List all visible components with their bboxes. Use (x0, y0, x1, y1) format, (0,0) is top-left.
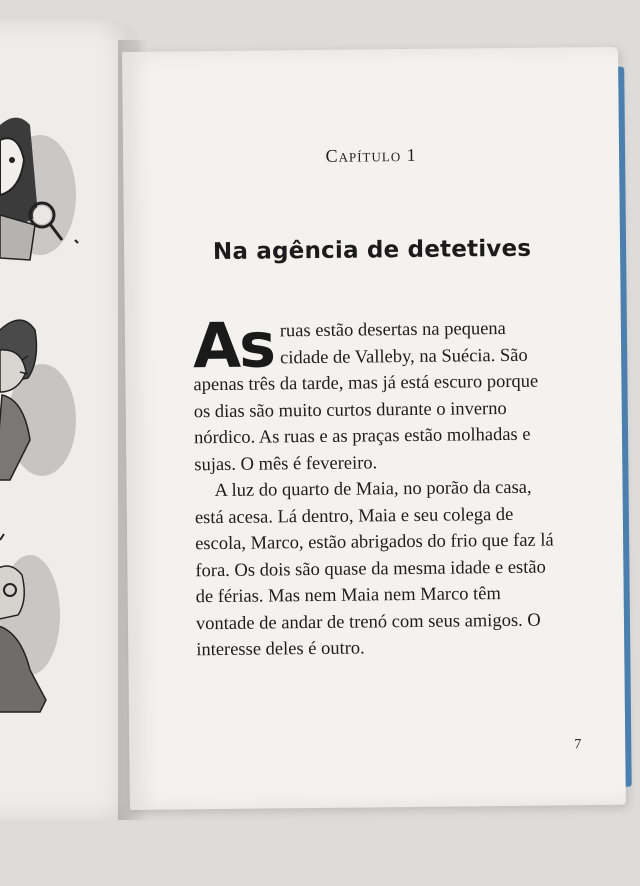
chapter-label: Capítulo 1 (325, 144, 417, 166)
paragraph-2: A luz do quarto de Maia, no porão da casa, está acesa. Lá dentro, Maia e seu colega de escola, Marco, estão abrigados do frio que faz lá fora. Os dois são quase da mesma idade e estão de férias. Mas nem Maia nem Marco têm vontade de andar de trenó com seus amigos. O interesse deles é outro. (194, 477, 554, 661)
page-number: 7 (574, 737, 582, 753)
drop-cap: As (192, 308, 275, 383)
left-page (0, 20, 140, 820)
cover-edge (618, 67, 632, 787)
right-page (122, 47, 626, 810)
paragraph-1 (192, 308, 555, 479)
paragraph-1-text: ruas estão desertas na pequena cidade de Valleby, na Suécia. São apenas três da tarde, mas já está escuro porque os dias são muito curtos durante o inverno nórdico. As ruas e as praças estão molhadas e sujas. O mês é fevereiro. (193, 318, 539, 475)
chapter-body (192, 308, 557, 664)
chapter-title: Na agência de detetives (212, 235, 532, 266)
